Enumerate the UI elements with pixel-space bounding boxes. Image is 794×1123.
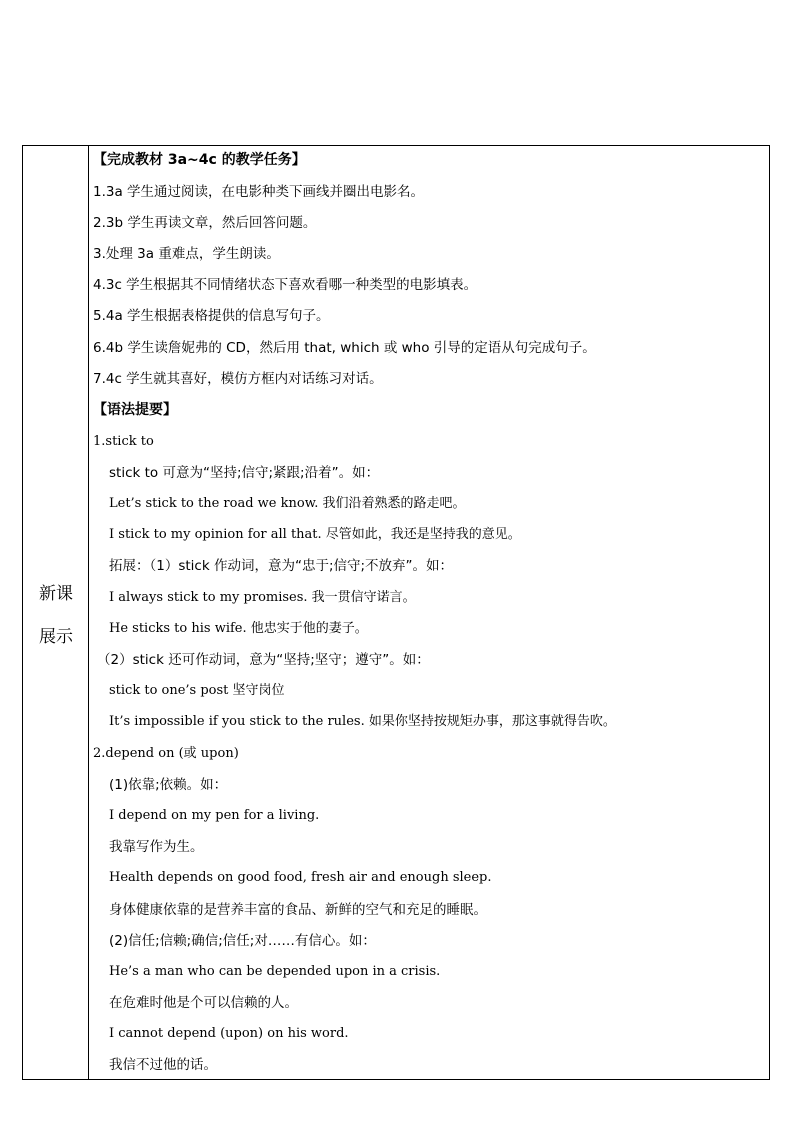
grammar-line: (1)依靠;依赖。如： <box>109 777 228 793</box>
grammar-line: 在危难时他是个可以信赖的人。 <box>109 995 298 1011</box>
grammar-line: He’s a man who can be depended upon in a crisis. <box>109 964 441 979</box>
task-item: 1.3a 学生通过阅读，在电影种类下画线并圈出电影名。 <box>93 184 425 200</box>
task-item: 3.处理 3a 重难点，学生朗读。 <box>93 246 280 262</box>
task-item: 6.4b 学生读詹妮弗的 CD，然后用 that, which 或 who 引导的定语从句完成句子。 <box>93 340 596 356</box>
grammar-line: 我靠写作为生。 <box>109 839 204 855</box>
task-item: 4.3c 学生根据其不同情绪状态下喜欢看哪一种类型的电影填表。 <box>93 277 478 293</box>
section2-heading: 【语法提要】 <box>93 402 177 418</box>
grammar-line: stick to one’s post 坚守岗位 <box>109 683 285 698</box>
grammar-line: （2）stick 还可作动词，意为“坚持;坚守；遵守”。如： <box>97 652 430 668</box>
grammar-line: I always stick to my promises. 我一贯信守诺言。 <box>109 590 416 605</box>
grammar-line: 拓展：（1）stick 作动词，意为“忠于;信守;不放弃”。如： <box>109 558 454 574</box>
grammar-line: It’s impossible if you stick to the rules. 如果你坚持按规矩办事，那这事就得告吹。 <box>109 714 616 729</box>
lesson-table <box>22 145 770 1080</box>
grammar-line: I stick to my opinion for all that. 尽管如此，我还是坚持我的意见。 <box>109 527 521 542</box>
grammar-line: 1.stick to <box>93 434 154 449</box>
grammar-line: Health depends on good food, fresh air and enough sleep. <box>109 870 492 885</box>
grammar-line: I depend on my pen for a living. <box>109 808 320 823</box>
grammar-line: stick to 可意为“坚持;信守;紧跟;沿着”。如： <box>109 465 380 481</box>
grammar-line: (2)信任;信赖;确信;信任;对……有信心。如： <box>109 933 376 949</box>
grammar-line: 2.depend on (或 upon) <box>93 746 239 761</box>
task-item: 2.3b 学生再读文章，然后回答问题。 <box>93 215 317 231</box>
side-column <box>23 146 89 1079</box>
task-item: 5.4a 学生根据表格提供的信息写句子。 <box>93 308 330 324</box>
task-item: 7.4c 学生就其喜好，模仿方框内对话练习对话。 <box>93 371 383 387</box>
grammar-line: Let’s stick to the road we know. 我们沿着熟悉的路走吧。 <box>109 496 466 511</box>
grammar-line: 我信不过他的话。 <box>109 1057 217 1073</box>
side-label-line2: 展示 <box>39 627 73 647</box>
grammar-line: 身体健康依靠的是营养丰富的食品、新鲜的空气和充足的睡眠。 <box>109 902 487 918</box>
side-label-line1: 新课 <box>39 584 73 604</box>
section1-heading: 【完成教材 3a~4c 的教学任务】 <box>93 152 306 168</box>
grammar-line: I cannot depend (upon) on his word. <box>109 1026 349 1041</box>
grammar-line: He sticks to his wife. 他忠实于他的妻子。 <box>109 621 368 636</box>
content-cell <box>89 146 769 1079</box>
